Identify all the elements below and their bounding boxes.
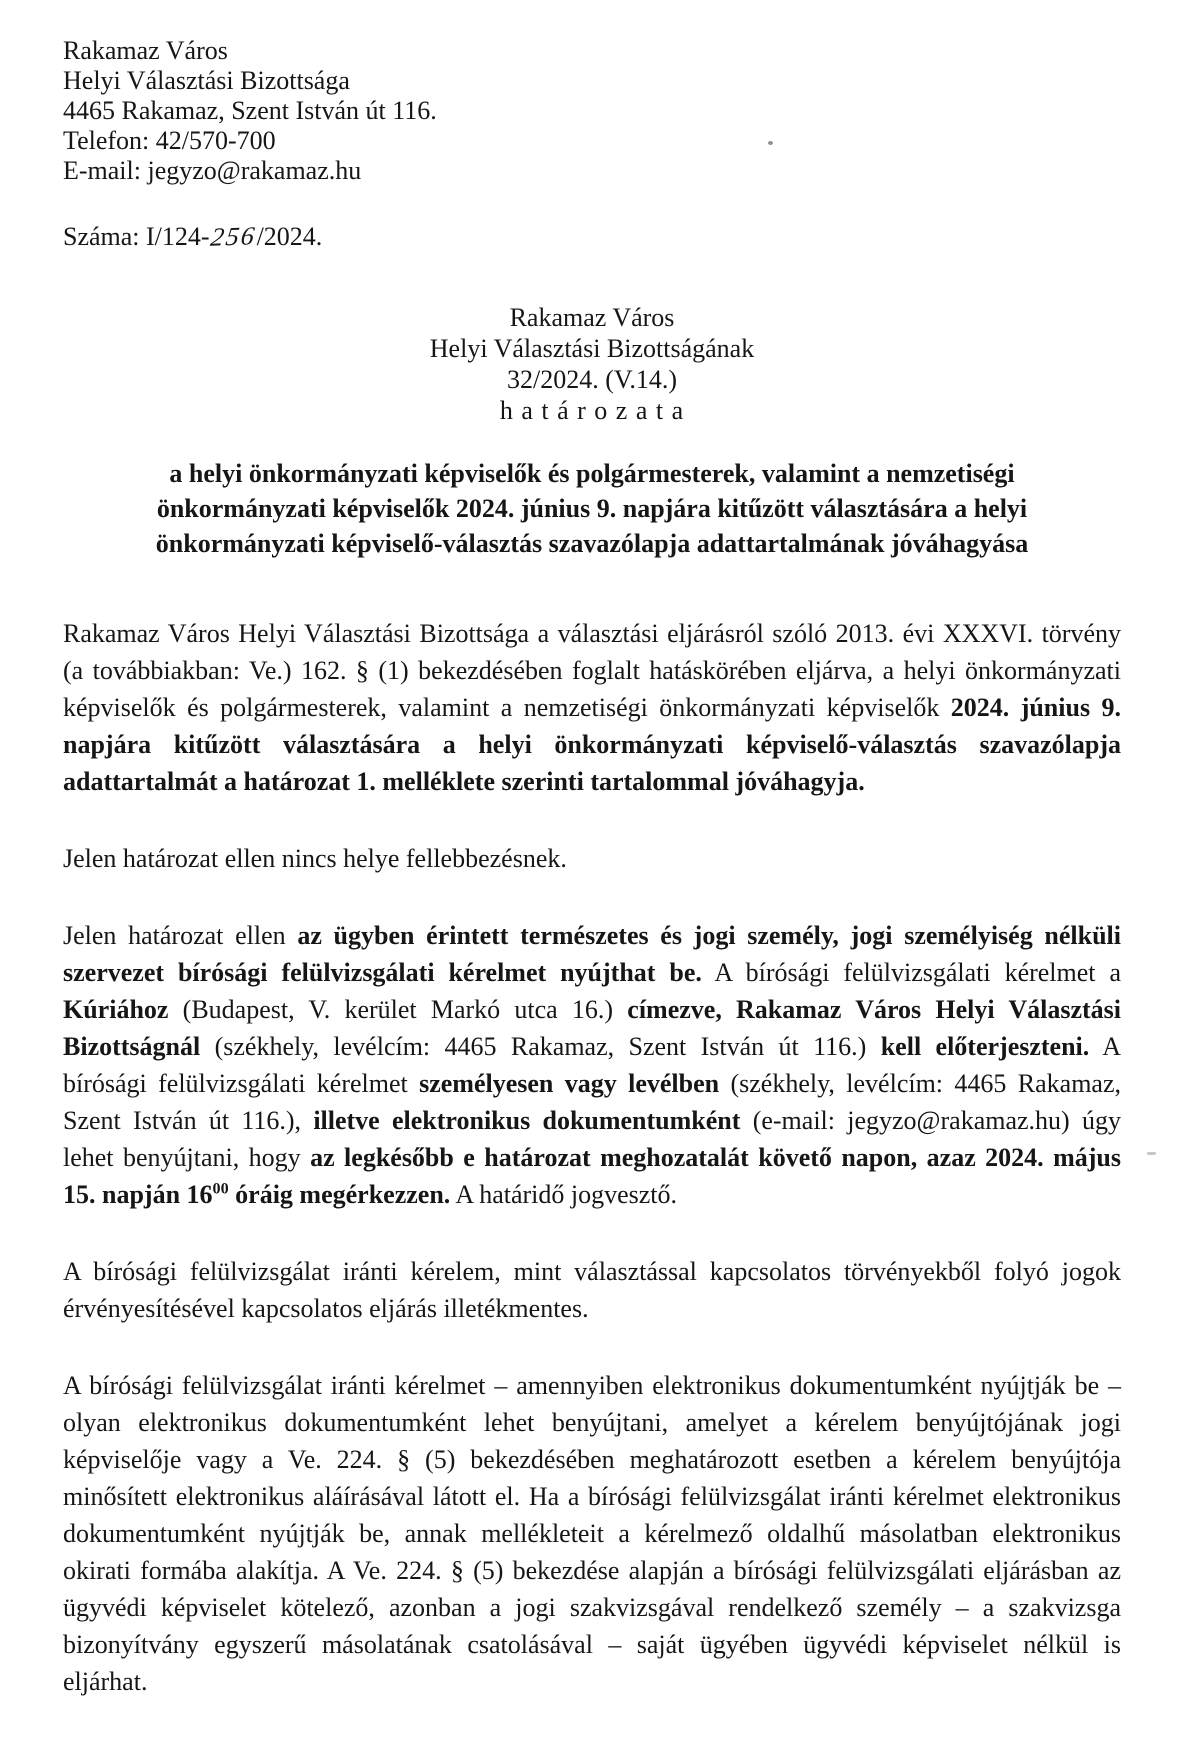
review-seg-4: (Budapest, V. kerület Markó utca 16.): [168, 995, 628, 1024]
sender-name: Rakamaz Város: [63, 36, 228, 65]
reference-handwritten-number: 256: [208, 221, 258, 252]
paragraph-electronic-filing: A bírósági felülvizsgálat iránti kérelmet – amennyiben elektronikus dokumentumként nyújtják be – olyan elektronikus dokumentumként lehet benyújtani, amelyet a kérelem benyújtójának jogi képviselője vagy a Ve. 224. § (5) bekezdésében meghatározott esetben a kérelem benyújtója minősített elektronikus aláírásával látott el. Ha a bírósági felülvizsgálat iránti kérelmet elektronikus dokumentumként nyújtják be, annak mellékleteit a kérelmező oldalhű másolatban elektronikus okirati formába alakítja. A Ve. 224. § (5) bekezdése alapján a bírósági felülvizsgálati eljárásban az ügyvédi képviselet kötelező, azonban a jogi szakvizsgával rendelkező személy – a szakvizsga bizonyítvány egyszerű másolatának csatolásával – saját ügyében ügyvédi képviselet nélkül is eljárhat.: [63, 1371, 1121, 1696]
reference-prefix: Száma: I/124-: [63, 222, 210, 251]
sender-address: 4465 Rakamaz, Szent István út 116.: [63, 96, 437, 125]
review-seg-16: A határidő jogvesztő.: [450, 1180, 678, 1209]
reference-number: [63, 222, 1121, 252]
review-seg-2: A bírósági felülvizsgálati kérelmet a: [701, 958, 1121, 987]
sender-org: Helyi Választási Bizottsága: [63, 66, 350, 95]
paragraph-no-appeal: Jelen határozat ellen nincs helye fellebbezésnek.: [63, 844, 567, 873]
review-seg-12: (e-mail: jegyzo@rakamaz.hu) úgy lehet benyújtani, hogy: [63, 1106, 1121, 1172]
decision-word: h a t á r o z a t a: [499, 396, 685, 425]
paragraph-judicial-review: [63, 917, 1121, 1213]
review-seg-1: az ügyben érintett természetes és jogi személy, jogi személyiség nélküli szervezet bírósági felülvizsgálati kérelmet nyújthat be.: [63, 921, 1121, 987]
review-seg-3: Kúriához: [63, 995, 169, 1024]
subject-title: a helyi önkormányzati képviselők és polgármesterek, valamint a nemzetiségi önkormányzati képviselők 2024. június 9. napjára kitűzött választására a helyi önkormányzati képviselő-választás szavazólapja adattartalmának jóváhagyása: [155, 459, 1029, 558]
deadline-hour-superscript: 00: [212, 1180, 229, 1198]
sender-phone: Telefon: 42/570-700: [63, 126, 276, 155]
decision-heading-city: Rakamaz Város: [509, 303, 675, 332]
paragraph-fee-exempt: A bírósági felülvizsgálat iránti kérelem, mint választással kapcsolatos törvényekből folyó jogok érvényesítésével kapcsolatos eljárás illetékmentes.: [63, 1257, 1121, 1323]
decision-number: 32/2024. (V.14.): [507, 365, 677, 394]
review-seg-5: címezve, Rakamaz Város Helyi Választási Bizottságnál: [63, 995, 1121, 1061]
paragraph-operative: [63, 615, 1121, 800]
review-seg-7: kell előterjeszteni.: [880, 1032, 1090, 1061]
review-seg-8: A bírósági felülvizsgálati kérelmet: [63, 1032, 1121, 1098]
review-seg-13: az legkésőbb e határozat meghozatalát követő napon, azaz 2024. május 15. napján 16: [63, 1143, 1121, 1209]
review-seg-11: illetve elektronikus dokumentumként: [313, 1106, 741, 1135]
operative-bold-text: 2024. június 9. napjára kitűzött választására a helyi önkormányzati képviselő-választás szavazólapja adattartalmát a határozat 1. melléklete szerinti tartalommal jóváhagyja.: [63, 693, 1121, 796]
sender-email: E-mail: jegyzo@rakamaz.hu: [63, 156, 362, 185]
decision-heading: [63, 302, 1121, 426]
review-seg-6: (székhely, levélcím: 4465 Rakamaz, Szent István út 116.): [200, 1032, 881, 1061]
review-seg-10: (székhely, levélcím: 4465 Rakamaz, Szent István út 116.),: [63, 1069, 1121, 1135]
review-seg-15: óráig megérkezzen.: [228, 1180, 451, 1209]
sender-block: [63, 36, 1121, 186]
review-seg-0: Jelen határozat ellen: [63, 921, 298, 950]
operative-text: Rakamaz Város Helyi Választási Bizottsága a választási eljárásról szóló 2013. évi XXXVI. törvény (a továbbiakban: Ve.) 162. § (1) bekezdésében foglalt hatáskörében eljárva, a helyi önkormányzati képviselők és polgármesterek, valamint a nemzetiségi önkormányzati képviselők: [63, 619, 1121, 722]
reference-suffix: /2024.: [256, 222, 323, 251]
scan-speckle: [1147, 1152, 1156, 1155]
scan-speckle: [768, 141, 773, 145]
decision-heading-committee: Helyi Választási Bizottságának: [429, 334, 755, 363]
review-seg-9: személyesen vagy levélben: [419, 1069, 720, 1098]
